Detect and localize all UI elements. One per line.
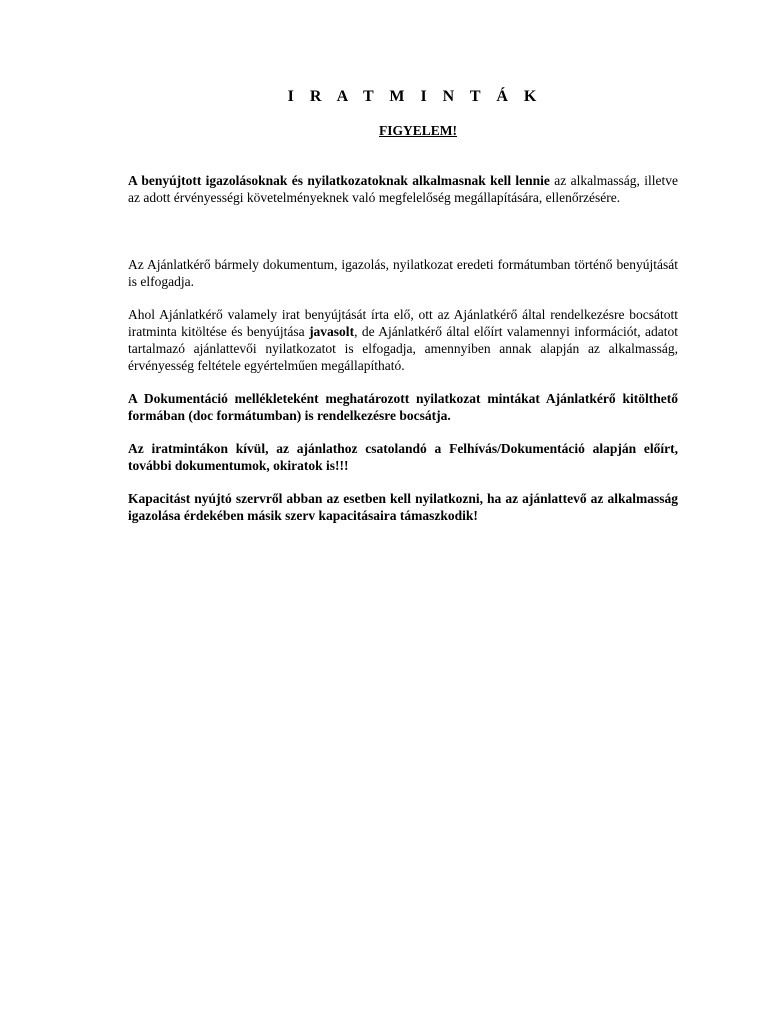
paragraph-capacity: Kapacitást nyújtó szervről abban az esetben kell nyilatkozni, ha az ajánlattevő az alkalmasság igazolása érdekében másik szerv kapacitásaira támaszkodik! <box>128 491 678 523</box>
paragraph-template-usage <box>128 306 678 374</box>
paragraph-suitability <box>128 172 678 206</box>
paragraph-additional-documents: Az iratmintákon kívül, az ajánlathoz csatolandó a Felhívás/Dokumentáció alapján előírt, további dokumentumok, okiratok is!!! <box>128 441 678 473</box>
warning-heading: FIGYELEM! <box>378 123 457 138</box>
paragraph-template-usage-text-b: , de Ajánlatkérő által előírt valamennyi információt, adatot tartalmazó ajánlattevői nyilatkozatot is elfogadja, amennyiben annak alapján az alkalmasság, érvényesség feltétele egyértelműen megállapítható. <box>128 324 679 373</box>
paragraph-suitability-bold: A benyújtott igazolásoknak és nyilatkozatoknak alkalmasnak kell lennie <box>128 173 550 188</box>
document-content <box>128 86 678 524</box>
paragraph-original-format: Az Ajánlatkérő bármely dokumentum, igazolás, nyilatkozat eredeti formátumban történő benyújtását is elfogadja. <box>128 257 678 289</box>
paragraph-template-usage-bold: javasolt <box>309 324 355 339</box>
paragraph-template-usage-text-a: Ahol Ajánlatkérő valamely irat benyújtását írta elő, ott az Ajánlatkérő által rendelkezésre bocsátott iratminta kitöltése és benyújtása <box>128 307 678 339</box>
document-title: I R A T M I N T Á K <box>287 88 543 105</box>
paragraph-suitability-text: az alkalmasság, illetve az adott érvényességi követelményeknek való megfelelőség megállapítására, ellenőrzésére. <box>128 173 678 205</box>
paragraph-doc-format: A Dokumentáció mellékleteként meghatározott nyilatkozat mintákat Ajánlatkérő kitölthető formában (doc formátumban) is rendelkezésre bocsátja. <box>128 391 678 423</box>
